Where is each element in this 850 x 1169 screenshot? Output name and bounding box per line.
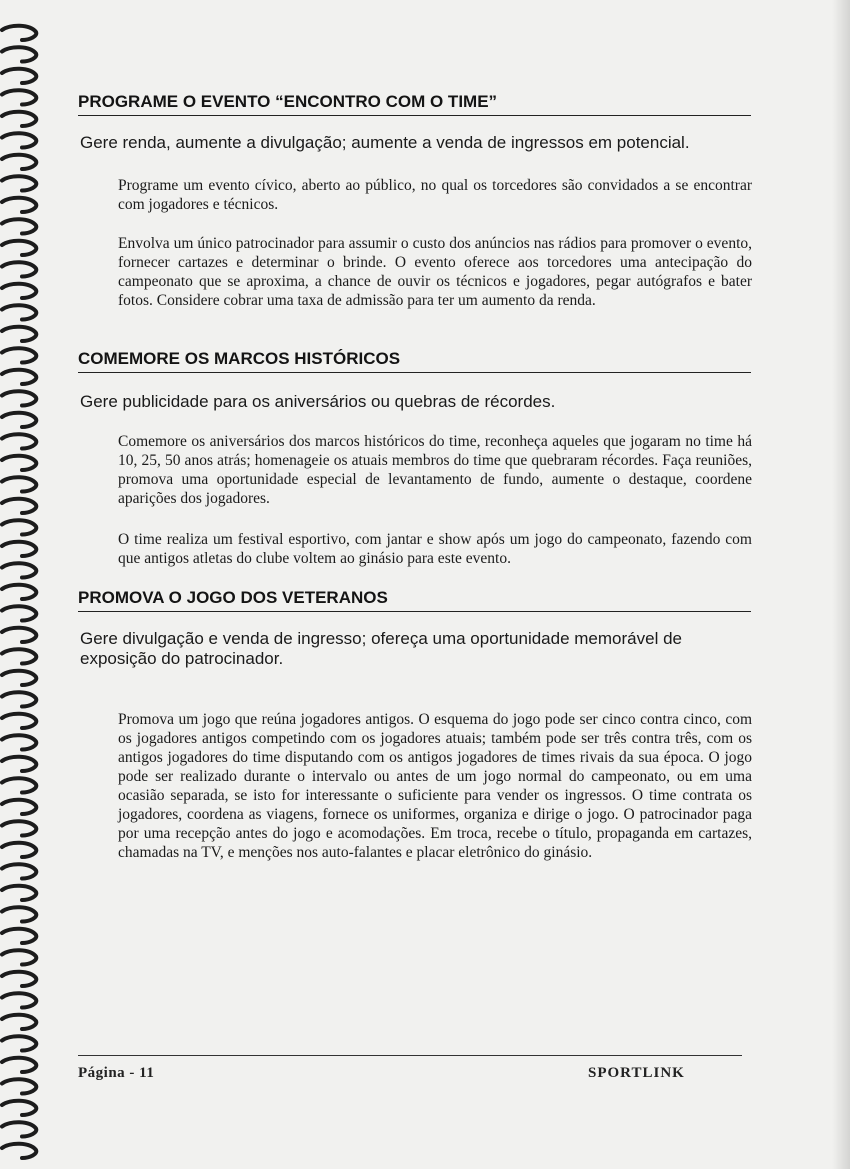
footer-rule <box>78 1055 742 1056</box>
spiral-loop <box>2 477 36 491</box>
spiral-loop <box>2 348 36 362</box>
spiral-loop <box>2 671 36 685</box>
spiral-loop <box>2 1079 36 1093</box>
spiral-loop <box>2 176 36 190</box>
section-marcos-historicos <box>78 349 751 373</box>
spiral-loop <box>2 456 36 470</box>
spiral-loop <box>2 520 36 534</box>
spiral-loop <box>2 649 36 663</box>
spiral-loop <box>2 778 36 792</box>
spiral-loop <box>2 950 36 964</box>
footer-brand: SPORTLINK <box>588 1065 685 1081</box>
section-lead-wrapper <box>78 392 751 412</box>
spiral-loop <box>2 112 36 126</box>
spiral-loop <box>2 1058 36 1072</box>
spiral-loop <box>2 692 36 706</box>
spiral-loop <box>2 219 36 233</box>
spiral-loop <box>2 133 36 147</box>
spiral-loop <box>2 821 36 835</box>
spiral-loop <box>2 972 36 986</box>
section-paragraph: Programe um evento cívico, aberto ao público, no qual os torcedores são convidados a se encontrar com jogadores e técnicos. <box>118 177 752 213</box>
spiral-loop <box>2 1122 36 1136</box>
section-paragraph: O time realiza um festival esportivo, com jantar e show após um jogo do campeonato, fazendo com que antigos atletas do clube voltem ao ginásio para este evento. <box>118 531 752 567</box>
spiral-loop <box>2 284 36 298</box>
page-edge-shadow <box>832 0 850 1169</box>
spiral-loop <box>2 241 36 255</box>
spiral-loop <box>2 735 36 749</box>
spiral-loop <box>2 262 36 276</box>
spiral-loop <box>2 413 36 427</box>
spiral-loop <box>2 499 36 513</box>
section-paragraph: Comemore os aniversários dos marcos históricos do time, reconheça aqueles que jogaram no time há 10, 25, 50 anos atrás; homenageie os atuais membros do time que quebraram récordes. Faça reuniões, promova uma oportunidade especial de levantamento de fundo, aumente o destaque, coordene aparições dos jogadores. <box>118 433 752 507</box>
spiral-loop <box>2 434 36 448</box>
spiral-loop <box>2 542 36 556</box>
section-lead-wrapper <box>78 133 751 153</box>
spiral-loop <box>2 606 36 620</box>
spiral-loop <box>2 563 36 577</box>
section-encontro-com-o-time <box>78 92 751 116</box>
spiral-loop <box>2 628 36 642</box>
spiral-loop <box>2 1101 36 1115</box>
section-lead-wrapper <box>78 629 751 669</box>
spiral-loop <box>2 907 36 921</box>
section-paragraph: Envolva um único patrocinador para assumir o custo dos anúncios nas rádios para promover o evento, fornecer cartazes e determinar o brinde. O evento oferece aos torcedores uma antecipação do campeonato que se aproxima, a chance de ouvir os técnicos e jogadores, pegar autógrafos e bater fotos. Considere cobrar uma taxa de admissão para ter um aumento da renda. <box>118 235 752 309</box>
spiral-loop <box>2 843 36 857</box>
spiral-loop <box>2 864 36 878</box>
spiral-loop <box>2 47 36 61</box>
spiral-loop <box>2 757 36 771</box>
spiral-binding-icon <box>0 20 40 1160</box>
section-lead: Gere publicidade para os aniversários ou quebras de récordes. <box>80 392 556 411</box>
spiral-loop <box>2 198 36 212</box>
spiral-loop <box>2 886 36 900</box>
spiral-loop <box>2 69 36 83</box>
spiral-loop <box>2 26 36 40</box>
spiral-loop <box>2 327 36 341</box>
section-lead: Gere renda, aumente a divulgação; aumente a venda de ingressos em potencial. <box>80 133 690 152</box>
spiral-loop <box>2 714 36 728</box>
spiral-loop <box>2 929 36 943</box>
spiral-loop <box>2 993 36 1007</box>
spiral-loop <box>2 800 36 814</box>
spiral-loop <box>2 155 36 169</box>
spiral-loop <box>2 391 36 405</box>
spiral-loop <box>2 1144 36 1158</box>
spiral-loop <box>2 90 36 104</box>
spiral-loop <box>2 370 36 384</box>
section-heading: PROMOVA O JOGO DOS VETERANOS <box>78 588 751 612</box>
section-heading: PROGRAME O EVENTO “ENCONTRO COM O TIME” <box>78 92 751 116</box>
page-number: Página - 11 <box>78 1065 155 1081</box>
section-lead: Gere divulgação e venda de ingresso; ofereça uma oportunidade memorável de exposição do patrocinador. <box>80 629 682 668</box>
spiral-loop <box>2 1015 36 1029</box>
spiral-loop <box>2 305 36 319</box>
section-jogo-dos-veteranos <box>78 588 751 612</box>
section-paragraph: Promova um jogo que reúna jogadores antigos. O esquema do jogo pode ser cinco contra cinco, com os jogadores antigos competindo com os jogadores atuais; também pode ser três contra três, com os antigos jogadores do time disputando com os antigos jogadores de times rivais da sua época. O jogo pode ser realizado durante o intervalo ou antes de um jogo normal do campeonato, ou em uma ocasião separada, se isto for interessante o suficiente para vender os ingressos. O time contrata os jogadores, coordena as viagens, fornece os uniformes, organiza e dirige o jogo. O patrocinador paga por uma recepção antes do jogo e acomodações. Em troca, recebe o título, propaganda em cartazes, chamadas na TV, e menções nos auto-falantes e placar eletrônico do ginásio. <box>118 711 752 861</box>
section-heading: COMEMORE OS MARCOS HISTÓRICOS <box>78 349 751 373</box>
spiral-loop <box>2 585 36 599</box>
spiral-loop <box>2 1036 36 1050</box>
